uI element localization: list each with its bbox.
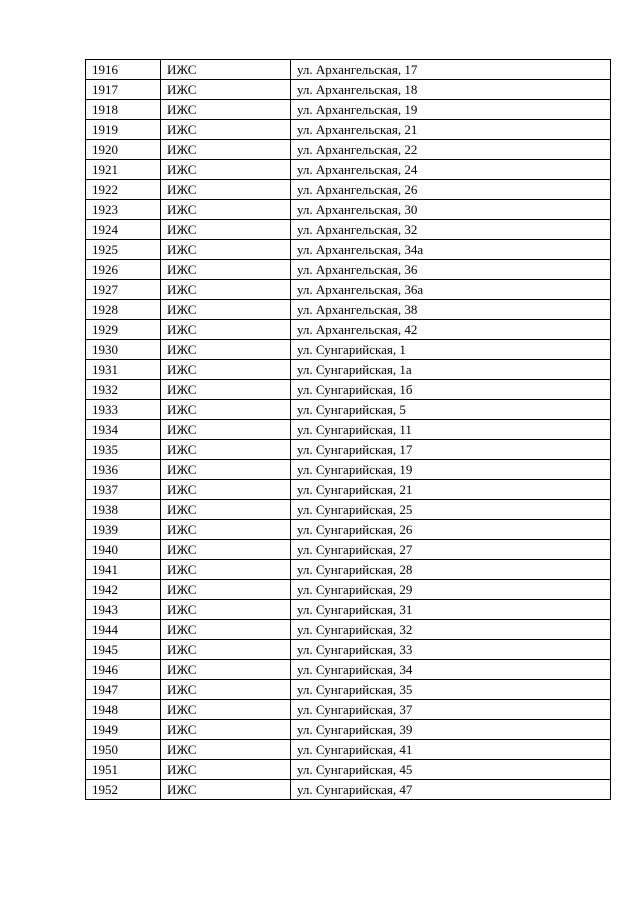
object-type-cell: ИЖС [161,520,291,540]
row-number-cell: 1930 [86,340,161,360]
table-row [86,760,611,780]
table-row [86,320,611,340]
row-number-cell: 1945 [86,640,161,660]
object-type-cell: ИЖС [161,560,291,580]
address-cell: ул. Сунгарийская, 11 [291,420,611,440]
table-row [86,420,611,440]
table-row [86,340,611,360]
row-number-cell: 1934 [86,420,161,440]
table-row [86,440,611,460]
address-cell: ул. Сунгарийская, 28 [291,560,611,580]
table-row [86,260,611,280]
address-cell: ул. Архангельская, 32 [291,220,611,240]
object-type-cell: ИЖС [161,280,291,300]
object-type-cell: ИЖС [161,340,291,360]
object-type-cell: ИЖС [161,540,291,560]
object-type-cell: ИЖС [161,180,291,200]
object-type-cell: ИЖС [161,360,291,380]
table-row [86,660,611,680]
address-cell: ул. Сунгарийская, 1 [291,340,611,360]
address-cell: ул. Сунгарийская, 25 [291,500,611,520]
address-cell: ул. Сунгарийская, 29 [291,580,611,600]
row-number-cell: 1939 [86,520,161,540]
row-number-cell: 1919 [86,120,161,140]
table-row [86,120,611,140]
object-type-cell: ИЖС [161,700,291,720]
table-row [86,80,611,100]
address-cell: ул. Сунгарийская, 34 [291,660,611,680]
row-number-cell: 1917 [86,80,161,100]
row-number-cell: 1929 [86,320,161,340]
table-row [86,600,611,620]
object-type-cell: ИЖС [161,260,291,280]
address-cell: ул. Сунгарийская, 33 [291,640,611,660]
address-cell: ул. Сунгарийская, 5 [291,400,611,420]
object-type-cell: ИЖС [161,620,291,640]
object-type-cell: ИЖС [161,780,291,800]
table-row [86,580,611,600]
row-number-cell: 1933 [86,400,161,420]
row-number-cell: 1921 [86,160,161,180]
address-cell: ул. Архангельская, 36 [291,260,611,280]
row-number-cell: 1944 [86,620,161,640]
object-type-cell: ИЖС [161,420,291,440]
table-row [86,380,611,400]
row-number-cell: 1931 [86,360,161,380]
table-row [86,540,611,560]
object-type-cell: ИЖС [161,140,291,160]
object-type-cell: ИЖС [161,720,291,740]
registry-table-body [86,60,611,800]
row-number-cell: 1951 [86,760,161,780]
table-row [86,240,611,260]
address-cell: ул. Архангельская, 30 [291,200,611,220]
row-number-cell: 1928 [86,300,161,320]
object-type-cell: ИЖС [161,300,291,320]
object-type-cell: ИЖС [161,220,291,240]
row-number-cell: 1920 [86,140,161,160]
row-number-cell: 1936 [86,460,161,480]
address-cell: ул. Сунгарийская, 47 [291,780,611,800]
table-row [86,500,611,520]
object-type-cell: ИЖС [161,480,291,500]
object-type-cell: ИЖС [161,640,291,660]
row-number-cell: 1924 [86,220,161,240]
row-number-cell: 1941 [86,560,161,580]
address-cell: ул. Архангельская, 18 [291,80,611,100]
address-cell: ул. Архангельская, 34а [291,240,611,260]
table-row [86,700,611,720]
row-number-cell: 1942 [86,580,161,600]
object-type-cell: ИЖС [161,160,291,180]
table-row [86,360,611,380]
row-number-cell: 1918 [86,100,161,120]
object-type-cell: ИЖС [161,740,291,760]
address-cell: ул. Сунгарийская, 37 [291,700,611,720]
table-row [86,180,611,200]
object-type-cell: ИЖС [161,120,291,140]
table-row [86,640,611,660]
address-cell: ул. Сунгарийская, 31 [291,600,611,620]
address-cell: ул. Сунгарийская, 19 [291,460,611,480]
object-type-cell: ИЖС [161,240,291,260]
table-row [86,520,611,540]
object-type-cell: ИЖС [161,680,291,700]
row-number-cell: 1922 [86,180,161,200]
table-row [86,680,611,700]
object-type-cell: ИЖС [161,400,291,420]
address-cell: ул. Сунгарийская, 32 [291,620,611,640]
object-type-cell: ИЖС [161,80,291,100]
address-cell: ул. Архангельская, 42 [291,320,611,340]
table-row [86,300,611,320]
address-cell: ул. Сунгарийская, 39 [291,720,611,740]
address-cell: ул. Сунгарийская, 35 [291,680,611,700]
address-cell: ул. Сунгарийская, 26 [291,520,611,540]
row-number-cell: 1926 [86,260,161,280]
object-type-cell: ИЖС [161,760,291,780]
table-row [86,140,611,160]
row-number-cell: 1950 [86,740,161,760]
row-number-cell: 1937 [86,480,161,500]
table-row [86,400,611,420]
address-cell: ул. Сунгарийская, 1а [291,360,611,380]
address-cell: ул. Архангельская, 36а [291,280,611,300]
address-cell: ул. Архангельская, 26 [291,180,611,200]
address-cell: ул. Архангельская, 21 [291,120,611,140]
object-type-cell: ИЖС [161,600,291,620]
table-row [86,620,611,640]
address-cell: ул. Сунгарийская, 45 [291,760,611,780]
object-type-cell: ИЖС [161,660,291,680]
table-row [86,480,611,500]
object-type-cell: ИЖС [161,440,291,460]
address-cell: ул. Сунгарийская, 17 [291,440,611,460]
table-row [86,200,611,220]
address-registry-table [85,59,611,800]
row-number-cell: 1948 [86,700,161,720]
object-type-cell: ИЖС [161,380,291,400]
table-row [86,740,611,760]
object-type-cell: ИЖС [161,200,291,220]
row-number-cell: 1943 [86,600,161,620]
object-type-cell: ИЖС [161,60,291,80]
table-row [86,60,611,80]
address-cell: ул. Сунгарийская, 21 [291,480,611,500]
row-number-cell: 1935 [86,440,161,460]
object-type-cell: ИЖС [161,580,291,600]
row-number-cell: 1927 [86,280,161,300]
row-number-cell: 1925 [86,240,161,260]
row-number-cell: 1916 [86,60,161,80]
object-type-cell: ИЖС [161,100,291,120]
address-cell: ул. Сунгарийская, 41 [291,740,611,760]
row-number-cell: 1947 [86,680,161,700]
table-row [86,100,611,120]
row-number-cell: 1946 [86,660,161,680]
address-cell: ул. Архангельская, 22 [291,140,611,160]
row-number-cell: 1923 [86,200,161,220]
row-number-cell: 1940 [86,540,161,560]
address-cell: ул. Сунгарийская, 27 [291,540,611,560]
table-row [86,560,611,580]
object-type-cell: ИЖС [161,500,291,520]
row-number-cell: 1932 [86,380,161,400]
row-number-cell: 1949 [86,720,161,740]
object-type-cell: ИЖС [161,320,291,340]
table-row [86,460,611,480]
address-cell: ул. Архангельская, 17 [291,60,611,80]
table-row [86,220,611,240]
address-cell: ул. Архангельская, 38 [291,300,611,320]
address-cell: ул. Архангельская, 19 [291,100,611,120]
table-row [86,720,611,740]
row-number-cell: 1952 [86,780,161,800]
table-row [86,280,611,300]
row-number-cell: 1938 [86,500,161,520]
object-type-cell: ИЖС [161,460,291,480]
address-cell: ул. Архангельская, 24 [291,160,611,180]
address-cell: ул. Сунгарийская, 1б [291,380,611,400]
table-row [86,160,611,180]
table-row [86,780,611,800]
